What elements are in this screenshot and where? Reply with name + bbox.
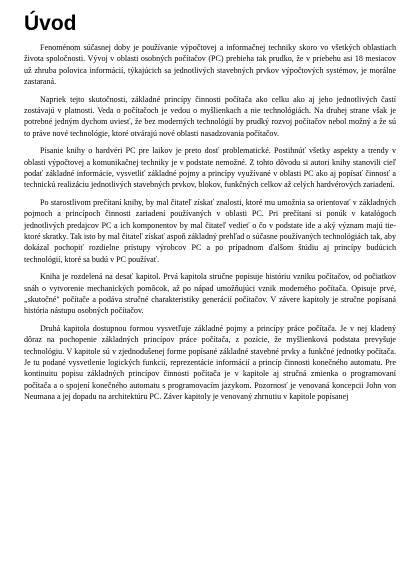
- document-body: [24, 42, 396, 409]
- page-title: Úvod: [24, 12, 77, 35]
- paragraph: Fenoménom súčasnej doby je používanie výpočtovej a informačnej techniky skoro vo všetkých oblastiach života spoločnosti. Vývoj v oblasti osobných počítačov (PC) prebieha tak prudko, že v priebehu asi 18 mesiacov už zhruba polovica informácií, týkajúcich sa jednotlivých stavebných prvkov výpočtových systémov, je morálne zastaraná.: [24, 43, 396, 86]
- paragraph: Písanie knihy o hardvéri PC pre laikov je preto dosť problematické. Postihnúť všetky aspekty a trendy v oblasti výpočtovej a komunikačnej techniky je v podstate nemožné. Z tohto dôvodu si autori knihy stanovili cieľ podať základné informácie, vysvetliť základné pojmy a princípy využívané v oblasti PC ako aj popísať činnosť a technickú realizáciu jednotlivých stavebných prvkov, blokov, funkčných celkov až celých hardvérových zariadení.: [24, 146, 396, 190]
- paragraph: Kniha je rozdelená na desať kapitol. Prvá kapitola stručne popisuje históriu vzniku počítačov, od počiatkov snáh o vytvorenie mechanických pomôcok, až po nápad umožňujúci vznik moderného počítača. Opisuje prvé, „skutočné" počítače a podáva stručné charakteristiky generácií počítačov. V závere kapitoly je stručne popísaná história nástupu osobných počítačov.: [24, 272, 396, 316]
- paragraph: Po starostlivom prečítaní knihy, by mal čitateľ získať znalosti, ktoré mu umožnia sa orientovať v základných pojmoch a princípoch činnosti zariadení používaných v oblasti PC. Pri prečítaní si ponúk v katalógoch jednotlivých predajcov PC a ich komponentov by mal čitateľ vedieť o čo v podstate ide a aký význam majú tie-ktoré skratky. Tak isto by mal čitateľ získať aspoň základný prehľad o súčasne používaných technológiách tak, aby dokázal pochopiť rozdielne prístupy výrobcov PC a po prípadnom ďalšom štúdiu aj princípy budúcich technológií, ktoré sa budú v PC používať.: [24, 198, 396, 264]
- paragraph: Napriek tejto skutočnosti, základné princípy činnosti počítača ako celku ako aj jeho jednotlivých častí zostávajú v platnosti. Veda o počítačoch je vedou o myšlienkach a nie technológiách. Na druhej strane však je potrebné jedným dychom uviesť, že bez moderných technológií by prudký rozvoj počítačov nebol možný a že sú to práve nové technológie, ktoré otvárajú nové oblasti nasadzovania počítačov.: [24, 94, 396, 138]
- paragraph: Druhá kapitola dostupnou formou vysvetľuje základné pojmy a princípy práce počítača. Je v nej kladený dôraz na pochopenie základných princípov práce počítača, z pozície, že myšlienková podstata prevyšuje technológiu. V kapitole sú v zjednodušenej forme popísané základné stavebné prvky a funkčné jednotky počítača. Je tu podané vysvetlenie logických funkcií, reprezentácie informácií a princíp činnosti konečného automatu. Pre kontinuitu popisu základných princípov činnosti počítača je v kapitole aj stručná zmienka o programovaní počítača a o spojení konečného automatu s programovacím jazykom. Pozornosť je venovaná koncepcii John von Neumana a jej dopadu na architektúru PC. Záver kapitoly je venovaný zhrnutiu v kapitole popísanej: [24, 324, 396, 401]
